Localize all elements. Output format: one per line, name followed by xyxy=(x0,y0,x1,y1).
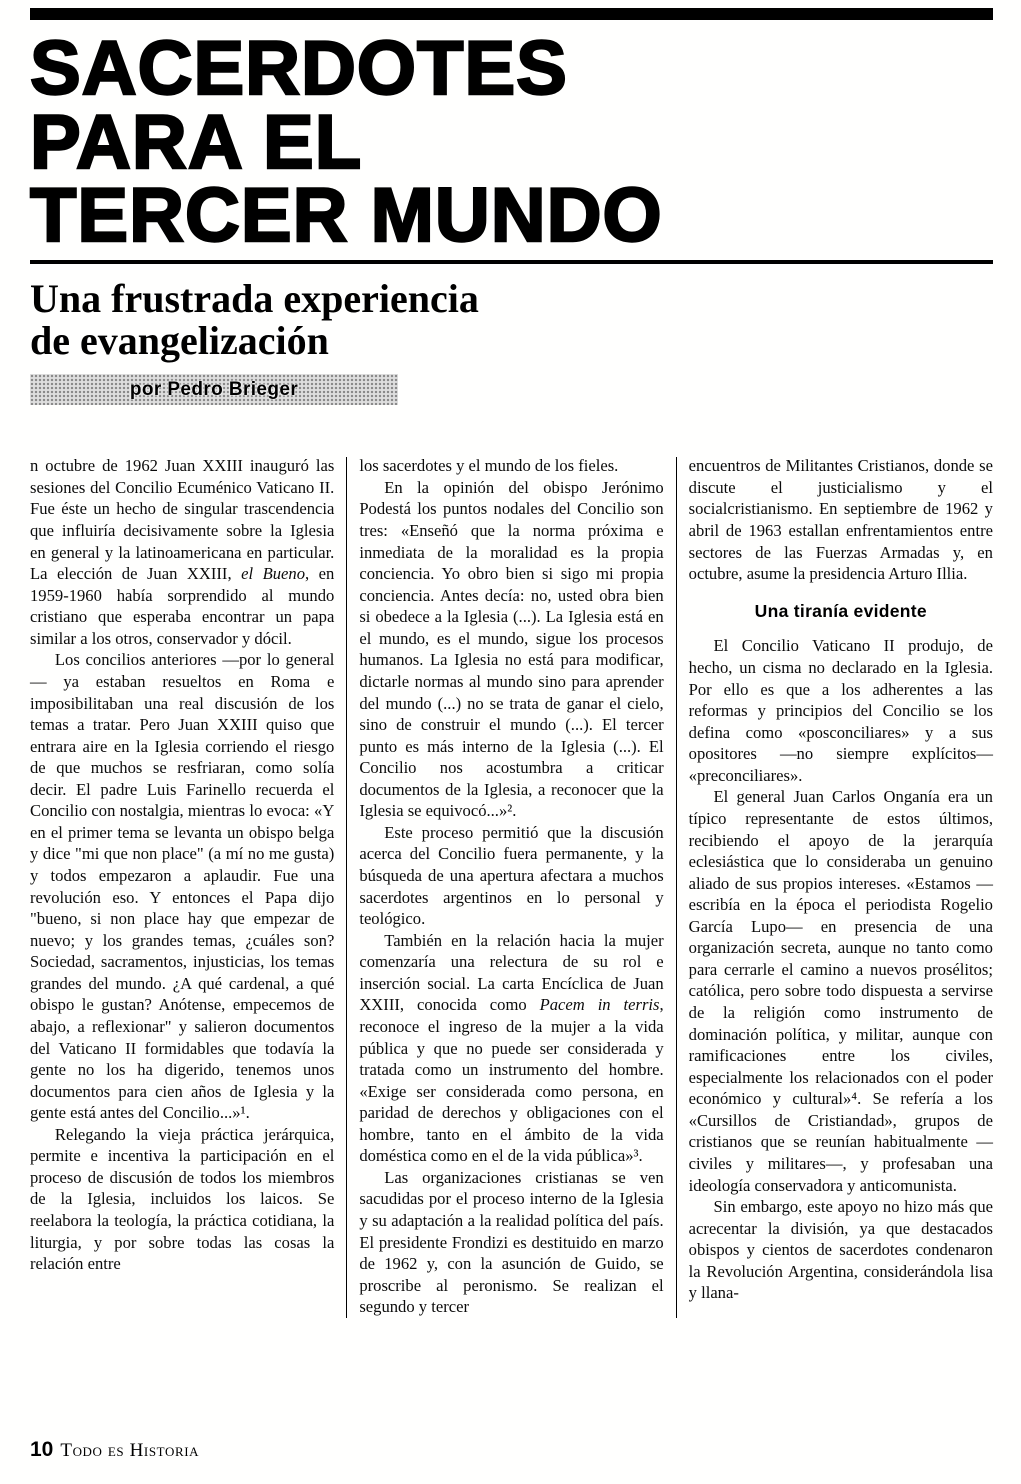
paragraph: Sin embargo, este apoyo no hizo más que acrecentar la división, ya que destacados obispos y cientos de sacerdotes condenaron la Revolución Argentina, considerándola lisa y llana- xyxy=(688,1197,993,1303)
byline: por Pedro Brieger xyxy=(129,378,299,400)
text-column-1 xyxy=(30,455,334,1318)
article-subtitle xyxy=(30,278,993,361)
article-body xyxy=(30,455,993,1318)
page-number: 10 xyxy=(30,1438,54,1461)
byline-box xyxy=(30,374,398,405)
paragraph: Los concilios anteriores —por lo general— ya estaban resueltos en Roma e imposibilitaban una real discusión de los temas a tratar. Pero Juan XXIII quiso que entrara aire en la Iglesia corriendo el riesgo de que muchos se resfriaran, como solía decir. El padre Luis Farinello recuerda el Concilio con nostalgia, mientras lo evoca: «Y en el primer tema se levanta un obispo belga y dice "mi que non place" (a mí no me gusta) y todos empezaron a aplaudir. Fue una revolución eso. Y entonces el Papa dijo "bueno, si non place hay que empezar de nuevo; y los grandes temas, ¿cuáles son? Sociedad, sacramentos, injusticias, los temas grandes del mundo. ¿A qué cardenal, a qué obispo le gustan? Anótense, empecemos de abajo, a reflexionar" y salieron documentos del Vaticano II formidables que todavía la gente no los ha digerido, tenemos unos documentos para cien años de Iglesia y la gente está antes del Concilio...»¹. xyxy=(30,650,335,1123)
paragraph: n octubre de 1962 Juan XXIII inauguró las sesiones del Concilio Ecuménico Vaticano II. Fue éste un hecho de singular trascendencia que influiría decisivamente sobre la Iglesia en general y la latinoamericana en particular. La elección de Juan XXIII, el Bueno, en 1959-1960 había sorprendido al mundo cristiano que esperaba encontrar un papa similar a los otros, conservador y dócil. xyxy=(30,456,335,648)
paragraph: El Concilio Vaticano II produjo, de hecho, un cisma no declarado en la Iglesia. Por ello es que a los adherentes a las reformas y principios del Concilio se los defina como «posconciliares» y a sus opositores —no siempre explícitos— «preconciliares». xyxy=(688,636,993,785)
paragraph: encuentros de Militantes Cristianos, donde se discute el justicialismo y el socialcristianismo. En septiembre de 1962 y abril de 1963 estallan enfrentamientos entre sectores de las Fuerzas Armadas y, en octubre, asume la presidencia Arturo Illia. xyxy=(688,456,993,584)
top-rule xyxy=(30,8,993,20)
subtitle-line-2: de evangelización xyxy=(30,317,329,363)
paragraph: En la opinión del obispo Jerónimo Podestá los puntos nodales del Concilio son tres: «Enseñó que la norma próxima e inmediata de la moralidad es la propia conciencia. Yo obro bien si sigo mi propia conciencia. Antes decía: no, usted obra bien si obedece a la Iglesia (...). La Iglesia está en el mundo, es el mundo, sigue los procesos humanos. La Iglesia no está para modificar, dictarle normas al mundo sino para aprender del mundo (...) no se trata de ganar el cielo, sino de construir el mundo (...). El tercer punto es más interno de la Iglesia (...). El Concilio nos acostumbra a criticar documentos de la Iglesia, a reconocer que la Iglesia se equivocó...»². xyxy=(359,477,664,821)
section-heading: Una tiranía evidente xyxy=(754,600,927,621)
text-column-2 xyxy=(359,455,663,1318)
paragraph: los sacerdotes y el mundo de los fieles. xyxy=(359,456,619,476)
paragraph: También en la relación hacia la mujer comenzaría una relectura de su rol e inserción social. La carta Encíclica de Juan XXIII, conocida como Pacem in terris, reconoce el ingreso de la mujer a la vida pública y que no puede ser considerada y tratada como un instrumento del hombre. «Exige ser considerada como persona, en paridad de derechos y obligaciones con el hombre, tanto en el ámbito de la vida doméstica como en el de la vida pública»³. xyxy=(359,930,664,1166)
page-footer xyxy=(30,1438,199,1462)
column-divider-1 xyxy=(346,457,347,1318)
text-column-3 xyxy=(689,455,993,1318)
title-line-1: SACERDOTES xyxy=(30,26,568,111)
column-divider-2 xyxy=(676,457,677,1318)
paragraph: Relegando la vieja práctica jerárquica, permite e incentiva la participación en el proceso de discusión de todos los miembros de la Iglesia, incluidos los laicos. Se reelabora la teología, la práctica cotidiana, la liturgia, y por sobre todas las cosas la relación entre xyxy=(30,1124,335,1274)
title-line-2: PARA EL xyxy=(30,99,363,185)
magazine-name: Todo es Historia xyxy=(60,1440,200,1461)
article-title xyxy=(30,26,993,264)
title-line-3: TERCER MUNDO xyxy=(30,179,993,264)
paragraph: El general Juan Carlos Onganía era un típico representante de estos últimos, recibiendo el apoyo de la jerarquía eclesiástica que lo consideraba un genuino aliado de sus propios intereses. «Estamos —escribía en la época el periodista Rogelio García Lupo— en presencia de una organización secreta, aunque no tanto como para cerrarle el camino a nuevos prosélitos; católica, pero sobre todo dispuesta a servirse de la religión como instrumento de dominación política, y militar, aunque con ramificaciones entre los civiles, especialmente los relacionados con el poder económico y cultural»⁴. Se refería a los «Cursillos de Cristiandad», grupos de cristianos que se reunían habitualmente —civiles y militares—, y profesaban una ideología conservadora y anticomunista. xyxy=(688,787,993,1195)
subtitle-line-1: Una frustrada experiencia xyxy=(30,276,479,322)
article-header xyxy=(30,26,993,405)
paragraph: Las organizaciones cristianas se ven sacudidas por el proceso interno de la Iglesia y su adaptación a la realidad política del país. El presidente Frondizi es destituido en marzo de 1962 y, con la asunción de Guido, se proscribe al peronismo. Se realizan el segundo y tercer xyxy=(359,1167,664,1317)
paragraph: Este proceso permitió que la discusión acerca del Concilio fuera permanente, y la búsqueda de una apertura afectara a muchos sacerdotes argentinos en lo personal y teológico. xyxy=(359,822,664,929)
